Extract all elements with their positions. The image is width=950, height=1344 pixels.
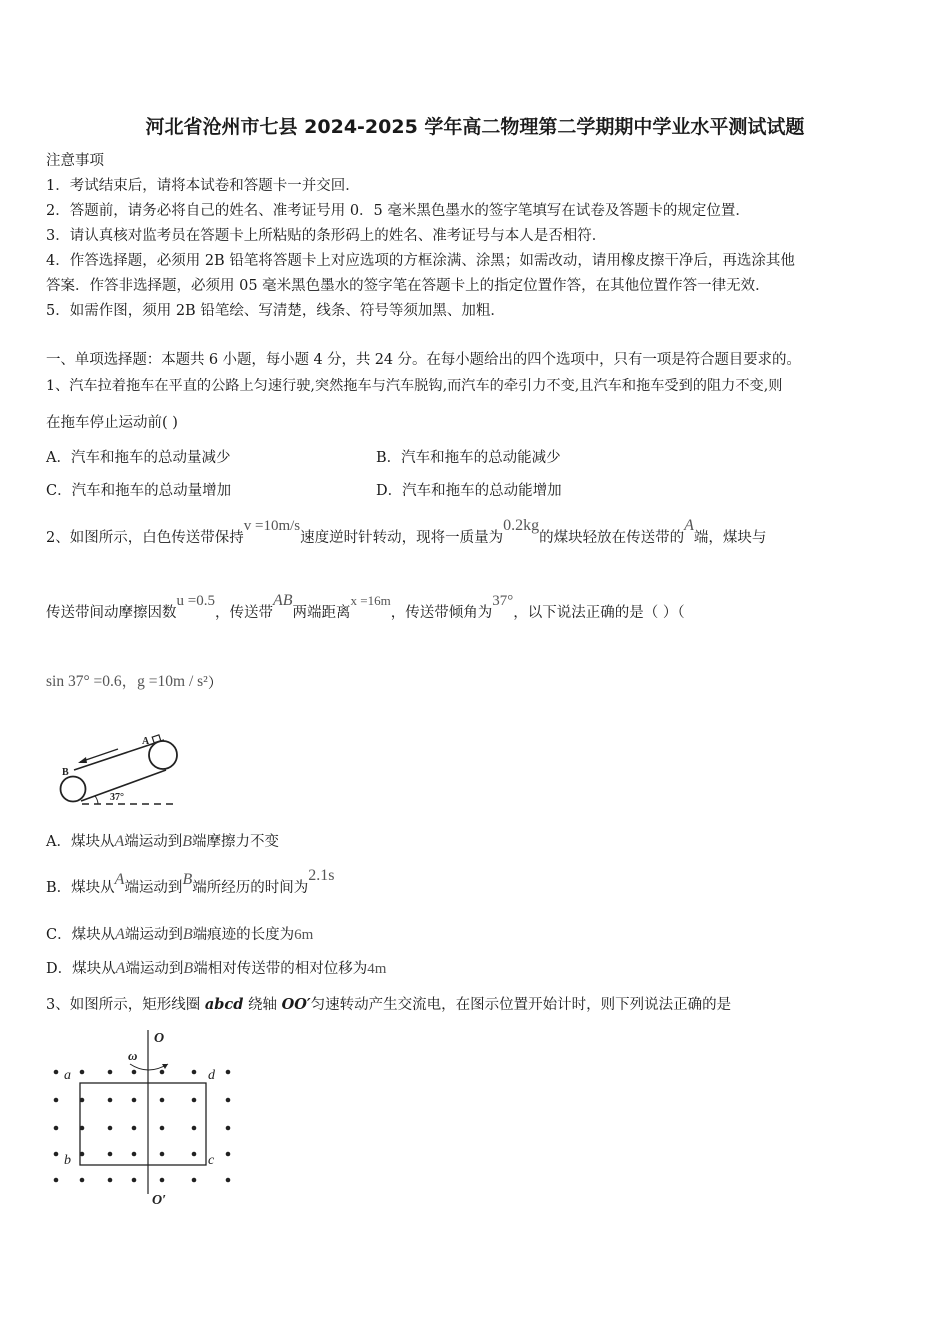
notice-item: 2．答题前，请务必将自己的姓名、准考证号用 0．5 毫米黑色墨水的签字笔填写在试卷及答题卡的规定位置．	[46, 203, 750, 219]
q2-angle: 37°	[492, 593, 514, 609]
q2-option-text: 端摩擦力不变	[192, 834, 280, 850]
q2-distance: x =16m	[350, 593, 391, 608]
figure-label-a: A	[142, 736, 150, 747]
notice-heading: 注意事项	[46, 153, 104, 169]
q2-option-b	[46, 867, 335, 898]
q3-text: 匀速转动产生交流电，在图示位置开始计时，则下列说法正确的是	[310, 997, 732, 1013]
q2-option-value: 4m	[367, 961, 387, 977]
q3-axis-name: OO′	[281, 996, 311, 1013]
q2-option-var: A	[115, 960, 126, 977]
q2-text: 传送带间动摩擦因数	[46, 605, 177, 621]
corner-label-b: b	[64, 1153, 71, 1168]
q2-option-var: A	[114, 871, 125, 888]
q2-option-var: B	[182, 833, 193, 850]
rotating-coil-figure	[44, 1024, 240, 1214]
coil-rectangle	[80, 1083, 206, 1165]
q2-option-var: B	[183, 960, 194, 977]
q2-option-text: C．煤块从	[46, 927, 116, 943]
q2-option-text: 端所经历的时间为	[192, 880, 309, 896]
q2-text: ）	[207, 676, 223, 692]
q3-stem	[46, 995, 731, 1015]
q1-option-a: A．汽车和拖车的总动量减少	[46, 450, 231, 466]
q2-option-text: A．煤块从	[46, 834, 115, 850]
q2-stem-line2	[46, 592, 685, 623]
q3-text: 绕轴	[243, 997, 282, 1013]
q2-option-text: 端运动到	[125, 961, 184, 977]
q2-option-d	[46, 959, 386, 979]
q2-option-var: A	[115, 926, 125, 943]
figure-label-b: B	[62, 767, 69, 778]
q2-text: 速度逆时针转动，现将一质量为	[300, 530, 504, 546]
section-heading: 一、单项选择题：本题共 6 小题，每小题 4 分，共 24 分。在每小题给出的四个选项中，只有一项是符合题目要求的。	[46, 352, 801, 368]
q2-option-var: B	[182, 871, 193, 888]
notice-item: 5．如需作图，须用 2B 铅笔绘、写清楚，线条、符号等须加黑、加粗．	[46, 303, 505, 319]
exam-title: 河北省沧州市七县 2024-2025 学年高二物理第二学期期中学业水平测试试题	[145, 116, 805, 138]
q2-option-c	[46, 925, 313, 945]
axis-label-o: O	[154, 1031, 165, 1046]
q2-option-text: 端运动到	[124, 927, 183, 943]
q2-option-var: B	[182, 926, 193, 943]
q2-belt-ab: AB	[272, 592, 293, 609]
q1-option-d: D．汽车和拖车的总动能增加	[376, 483, 562, 499]
q2-stem-line1	[46, 517, 767, 548]
q2-option-value: 2.1s	[308, 867, 335, 884]
q2-text: ，传送带倾角为	[390, 605, 493, 621]
corner-label-d: d	[208, 1068, 215, 1083]
corner-label-c: c	[208, 1153, 215, 1168]
q1-stem-line1: 1、汽车拉着拖车在平直的公路上匀速行驶,突然拖车与汽车脱钩,而汽车的牵引力不变,且汽车和拖车受到的阻力不变,则	[46, 378, 783, 394]
q2-text: 端，煤块与	[693, 530, 767, 546]
q2-option-text: D．煤块从	[46, 961, 116, 977]
q2-option-text: 端运动到	[124, 880, 183, 896]
q2-option-a	[46, 832, 279, 852]
q2-option-text: 端相对传送带的相对位移为	[193, 961, 368, 977]
q1-option-c: C．汽车和拖车的总动量增加	[46, 483, 232, 499]
axis-label-o-prime: O′	[152, 1193, 167, 1208]
q2-text: 两端距离	[292, 605, 351, 621]
q1-stem-line2: 在拖车停止运动前( )	[46, 415, 178, 431]
q2-option-text: 端运动到	[124, 834, 183, 850]
q3-text: 3、如图所示，矩形线圈	[46, 997, 205, 1013]
q2-mass: 0.2kg	[503, 517, 540, 534]
corner-label-a: a	[64, 1068, 71, 1083]
q2-text: 2、如图所示，白色传送带保持	[46, 530, 244, 546]
q2-point-a: A	[684, 517, 694, 534]
notice-item: 4．作答选择题，必须用 2B 铅笔将答题卡上对应选项的方框涂满、涂黑；如需改动，请用橡皮擦干净后，再选涂其他	[46, 253, 795, 269]
notice-item: 答案．作答非选择题，必须用 05 毫米黑色墨水的签字笔在答题卡上的指定位置作答，在其他位置作答一律无效．	[46, 278, 770, 294]
q2-option-value: 6m	[294, 927, 314, 943]
q2-text: ，传送带	[214, 605, 273, 621]
q2-text: 的煤块轻放在传送带的	[539, 530, 685, 546]
q2-stem-line3	[46, 672, 222, 692]
q2-speed: v =10m/s	[243, 518, 301, 534]
q2-option-var: A	[114, 833, 125, 850]
q2-option-text: B．煤块从	[46, 880, 115, 896]
q1-option-b: B．汽车和拖车的总动能减少	[376, 450, 561, 466]
q2-text: ，以下说法正确的是（ ）（	[513, 605, 685, 621]
q3-coil-name: abcd	[204, 996, 244, 1013]
q2-friction-coefficient: u =0.5	[176, 593, 215, 609]
q2-option-text: 端痕迹的长度为	[192, 927, 295, 943]
conveyor-belt-figure	[54, 730, 184, 812]
q2-constants: sin 37° =0.6，g =10m / s²	[46, 673, 208, 690]
notice-item: 1．考试结束后，请将本试卷和答题卡一并交回．	[46, 178, 360, 194]
figure-angle-label: 37°	[110, 792, 124, 803]
notice-item: 3．请认真核对监考员在答题卡上所粘贴的条形码上的姓名、准考证号与本人是否相符．	[46, 228, 607, 244]
omega-label: ω	[128, 1048, 138, 1063]
